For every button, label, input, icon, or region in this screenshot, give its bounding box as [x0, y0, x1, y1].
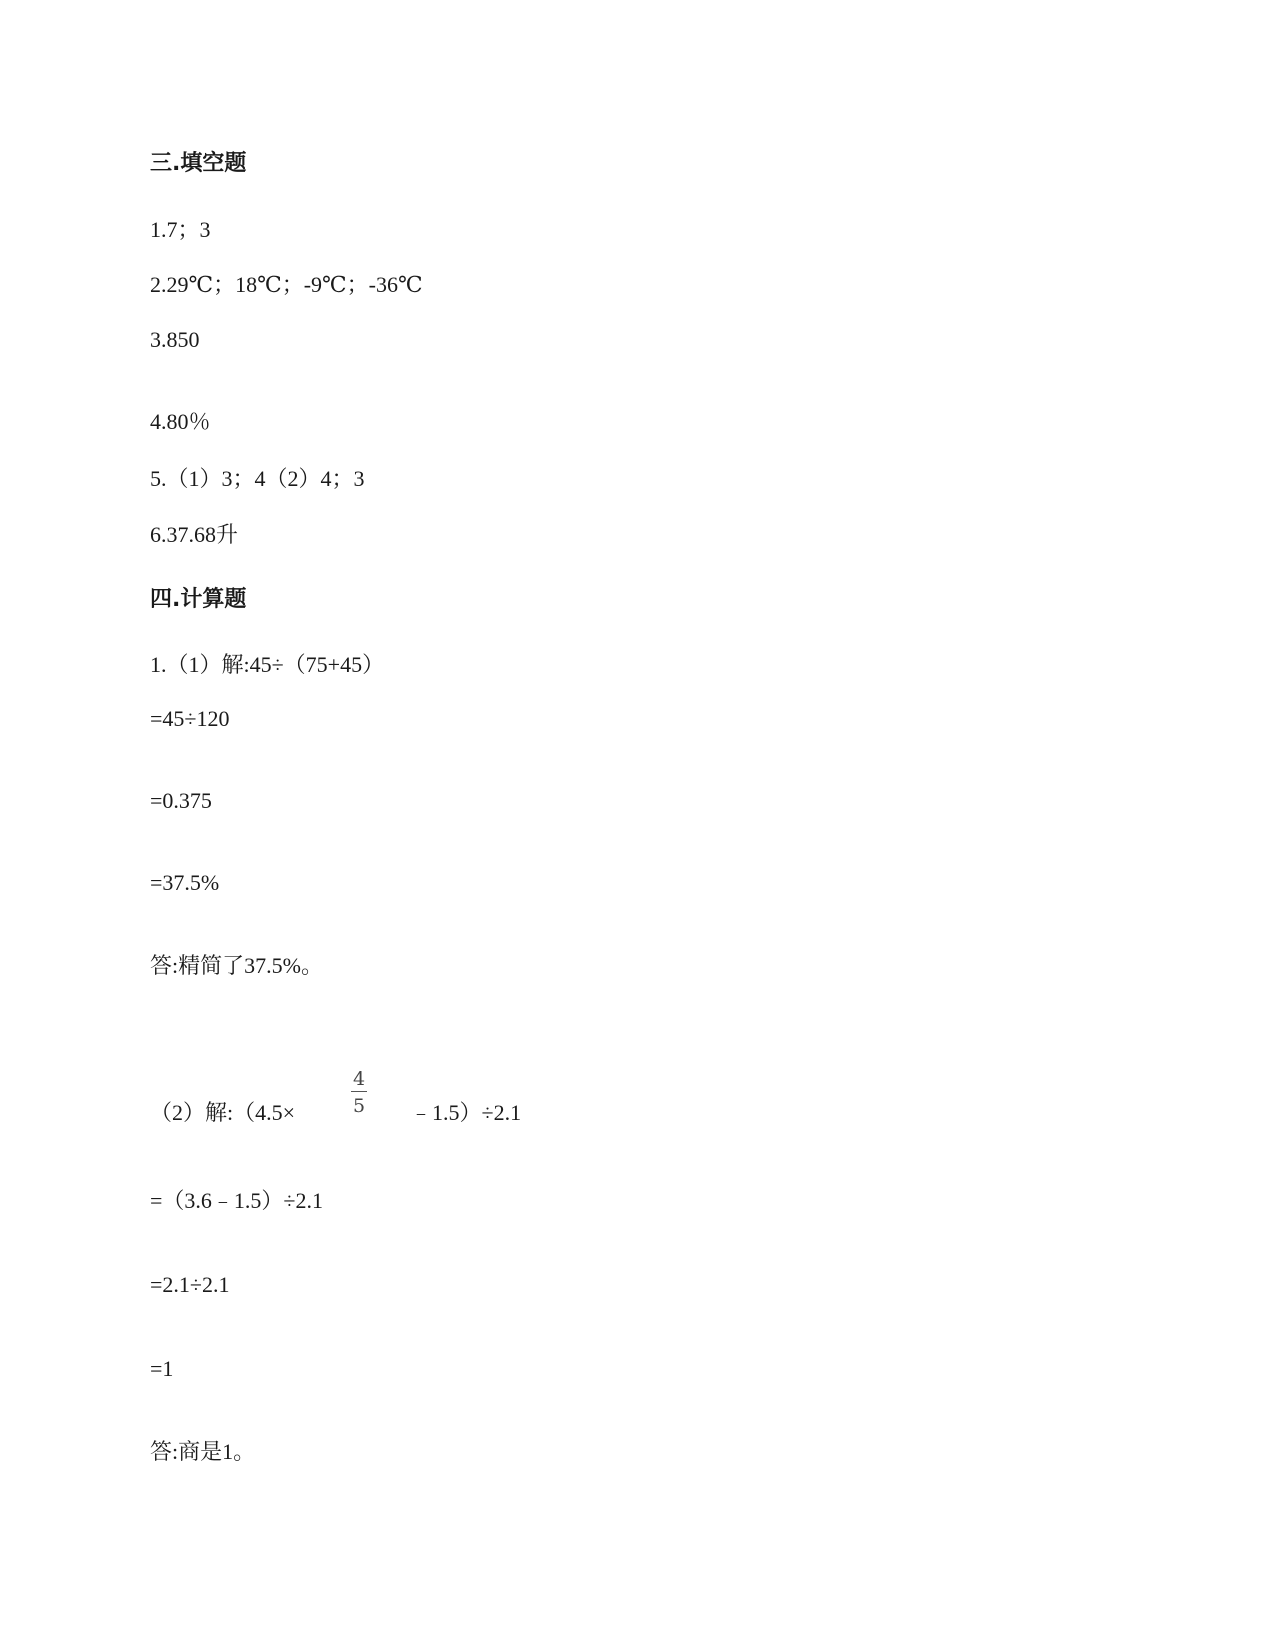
- fraction-four-fifths: [348, 1068, 370, 1117]
- fraction-denominator: 5: [352, 1095, 366, 1117]
- answer-line: 6.37.68升: [150, 522, 239, 547]
- calc-expression-end: ﹣1.5）÷2.1: [410, 1100, 522, 1125]
- section-title-calculation: 四.计算题: [150, 587, 247, 612]
- section-title-fill-blank: 三.填空题: [150, 151, 247, 176]
- calc-line: 答:精简了37.5%。: [150, 953, 323, 978]
- answer-line: 2.29℃；18℃；-9℃；-36℃: [150, 272, 423, 297]
- calc-line: =（3.6﹣1.5）÷2.1: [150, 1188, 323, 1213]
- answer-line: 5.（1）3；4（2）4；3: [150, 466, 365, 491]
- calc-line: =1: [150, 1356, 174, 1381]
- calc-line: =37.5%: [150, 870, 220, 895]
- calc-line: 答:商是1。: [150, 1439, 256, 1464]
- answer-line: 4.80％: [150, 409, 211, 434]
- calc-line: 1.（1）解:45÷（75+45）: [150, 652, 385, 677]
- calc-line: =45÷120: [150, 706, 230, 731]
- answer-line: 3.850: [150, 327, 200, 352]
- fraction-bar: [351, 1091, 367, 1092]
- calc-line: =2.1÷2.1: [150, 1272, 230, 1297]
- answer-line: 1.7；3: [150, 217, 211, 242]
- calc-expression-start: （2）解:（4.5×: [150, 1100, 296, 1125]
- calc-line: =0.375: [150, 788, 212, 813]
- fraction-numerator: 4: [352, 1068, 366, 1090]
